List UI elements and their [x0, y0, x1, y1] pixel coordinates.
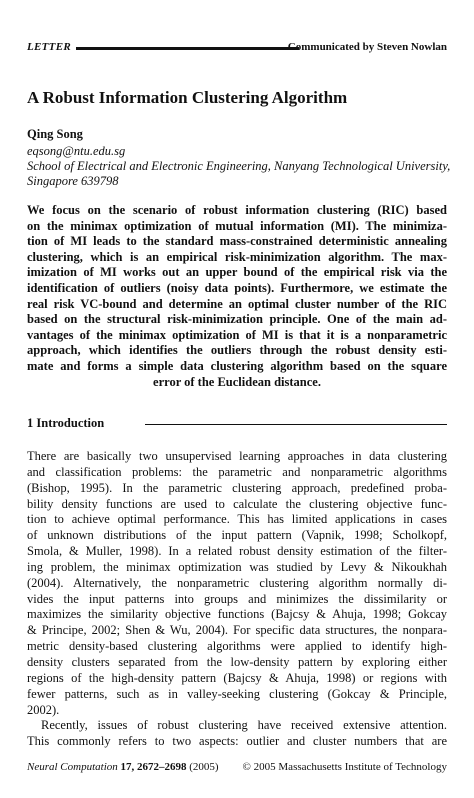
body-line: (2004). Alternatively, the nonparametric clustering algorithm normally di-	[27, 575, 447, 590]
abstract	[27, 203, 447, 390]
body-line: ing problem, the minimax optimization was studied by Levy & Nikoukhah	[27, 559, 447, 574]
body-line: Recently, issues of robust clustering have received extensive attention.	[41, 718, 447, 733]
body-line: and classification problems: the parametric and nonparametric algorithms	[27, 464, 447, 479]
body-text	[27, 449, 447, 750]
body-line: bility density functions are used to calculate the clustering objective func-	[27, 496, 447, 511]
abstract-line: approach, which identifies the outliers through the robust density esti-	[27, 343, 447, 358]
body-line: vides the input patterns into groups and minimizes the dissimilarity or	[27, 591, 447, 606]
abstract-line: identification of outliers (noisy data points). Furthermore, we estimate the	[27, 280, 447, 295]
article-type-label: LETTER	[27, 41, 71, 53]
abstract-line: real risk VC-bound and determine an optimal cluster number of the RIC	[27, 296, 447, 311]
section-heading	[27, 416, 447, 432]
abstract-line: based on the structural risk-minimization principle. One of the main ad-	[27, 312, 447, 327]
page-footer	[27, 761, 447, 777]
abstract-line: tion of MI leads to the standard mass-constrained deterministic annealing	[27, 234, 447, 249]
abstract-line: vantages of the minimax optimization of MI is that it is a nonparametric	[27, 327, 447, 342]
body-line: metric density-based clustering algorithms were applied to identify high-	[27, 639, 447, 654]
abstract-line: on the minimax optimization of mutual information (MI). The minimiza-	[27, 218, 447, 233]
body-line: of unknown distributions of the input pattern (Vapnik, 1998; Scholkopf,	[27, 528, 447, 543]
abstract-line: We focus on the scenario of robust information clustering (RIC) based	[27, 203, 447, 217]
author-affiliation-line1: School of Electrical and Electronic Engineering, Nanyang Technological University,	[27, 159, 451, 173]
publication-year: (2005)	[189, 761, 219, 773]
body-line: This commonly refers to two aspects: outlier and cluster numbers that are	[27, 734, 447, 749]
paper-title: A Robust Information Clustering Algorithm	[27, 88, 348, 107]
body-line: Smola, & Muller, 1998). In a related robust density estimation of the filter-	[27, 544, 447, 559]
body-line: 2002).	[27, 702, 60, 717]
body-line: regions of the high-density pattern (Bajcsy & Ahuja, 1998) or regions with	[27, 670, 447, 685]
body-line: fewer patterns, such as in valley-seeking clustering (Gokcay & Principle,	[27, 686, 447, 701]
section-rule	[145, 424, 447, 425]
body-line: There are basically two unsupervised learning approaches in data clustering	[27, 449, 447, 463]
header-rule	[76, 47, 299, 50]
body-line: (Bishop, 1995). In the parametric clustering approach, predefined proba-	[27, 480, 447, 495]
page-header	[27, 41, 447, 57]
body-line: maximizes the similarity objective functions (Bajcsy & Ahuja, 1998; Gokcay	[27, 607, 447, 622]
body-line: density clusters separated from the low-density pattern by exploring either	[27, 654, 447, 669]
copyright-notice: © 2005 Massachusetts Institute of Technology	[242, 761, 447, 773]
section-title: 1 Introduction	[27, 416, 110, 431]
abstract-line: mate and forms a simple data clustering algorithm based on the square	[27, 358, 447, 373]
abstract-line: error of the Euclidean distance.	[153, 374, 321, 389]
body-line: & Principe, 2002; Shen & Wu, 2004). For specific data structures, the nonpara-	[27, 623, 447, 638]
citation	[27, 761, 219, 773]
body-line: tion to achieve optimal performance. This has limited applications in cases	[27, 512, 447, 527]
author-affiliation-line2: Singapore 639798	[27, 174, 119, 188]
abstract-line: clustering, which is an empirical risk-minimization algorithm. The max-	[27, 249, 447, 264]
journal-name: Neural Computation	[27, 761, 118, 773]
author-email: eqsong@ntu.edu.sg	[27, 144, 126, 158]
volume-pages: 17, 2672–2698	[120, 761, 187, 773]
communicated-by: Communicated by Steven Nowlan	[287, 41, 447, 53]
abstract-line: imization of MI works out an upper bound of the empirical risk via the	[27, 265, 447, 280]
author-name: Qing Song	[27, 127, 83, 141]
